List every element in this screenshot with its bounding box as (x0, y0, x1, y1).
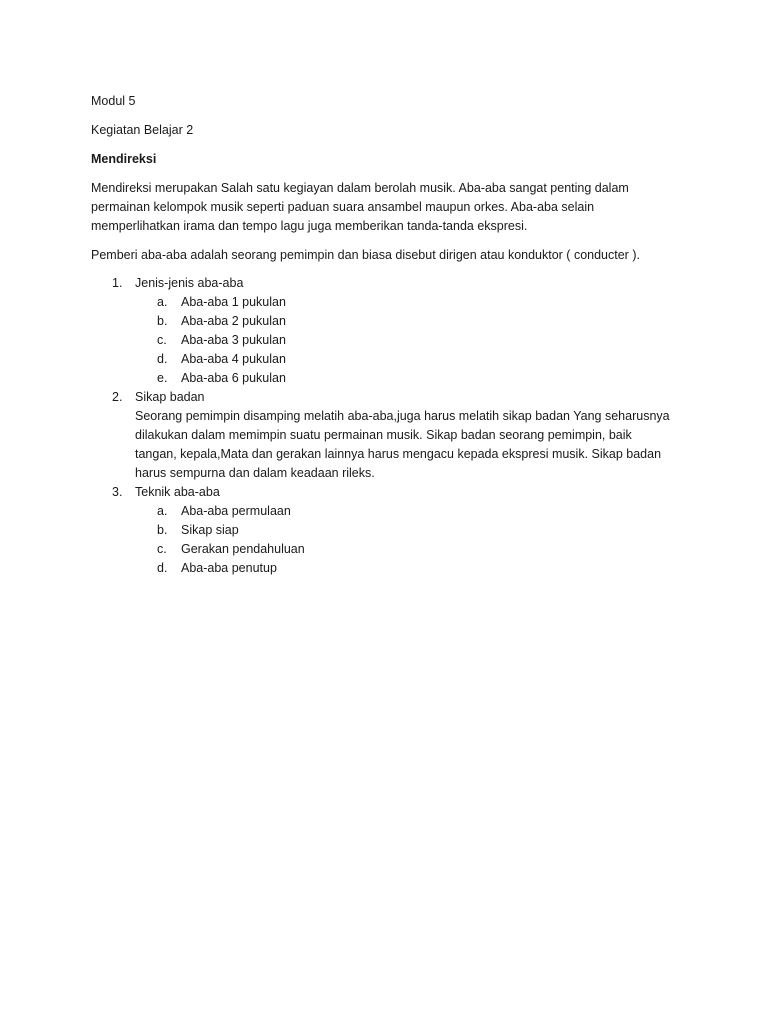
sub-list-letter: b. (157, 314, 168, 328)
list-number: 3. (112, 485, 123, 499)
sub-list-item (91, 540, 691, 559)
section-title: Mendireksi (91, 152, 157, 166)
activity-heading: Kegiatan Belajar 2 (91, 123, 194, 137)
sub-list-text: Sikap siap (181, 523, 239, 537)
list-number: 1. (112, 276, 123, 290)
numbered-list (91, 274, 691, 578)
sub-list-item (91, 521, 691, 540)
sub-list-letter: b. (157, 523, 168, 537)
list-item-technique (91, 483, 691, 578)
sub-list-text: Aba-aba 4 pukulan (181, 352, 286, 366)
intro-paragraph (91, 179, 691, 236)
sub-list-letter: a. (157, 504, 168, 518)
sub-list-item (91, 369, 691, 388)
conductor-paragraph: Pemberi aba-aba adalah seorang pemimpin dan biasa disebut dirigen atau konduktor ( conducter ). (91, 248, 640, 262)
sub-list-letter: d. (157, 561, 168, 575)
sub-list-item (91, 293, 691, 312)
sub-list-text: Aba-aba 3 pukulan (181, 333, 286, 347)
list-item-label: Teknik aba-aba (135, 485, 220, 499)
sub-list-item (91, 331, 691, 350)
sub-list-letter: d. (157, 352, 168, 366)
list-item-posture (91, 388, 691, 483)
description-line: tangan, kepala,Mata dan gerakan lainnya harus mengacu kepada ekspresi musik. Sikap badan (135, 447, 662, 461)
sub-list-letter: c. (157, 542, 167, 556)
sub-list-item (91, 502, 691, 521)
description-line: dilakukan dalam memimpin suatu permainan musik. Sikap badan seorang pemimpin, baik (135, 428, 632, 442)
description-line: Seorang pemimpin disamping melatih aba-aba,juga harus melatih sikap badan Yang seharusnya (135, 409, 670, 423)
list-number: 2. (112, 390, 123, 404)
list-item-description (135, 407, 680, 483)
sub-list-item (91, 559, 691, 578)
sub-list-text: Gerakan pendahuluan (181, 542, 305, 556)
sub-list-item (91, 312, 691, 331)
sub-list-letter: a. (157, 295, 168, 309)
sub-list-text: Aba-aba penutup (181, 561, 277, 575)
sub-list-text: Aba-aba 6 pukulan (181, 371, 286, 385)
sub-list-text: Aba-aba 2 pukulan (181, 314, 286, 328)
description-line: harus sempurna dan dalam keadaan rileks. (135, 466, 375, 480)
sub-list-letter: c. (157, 333, 167, 347)
sub-list-item (91, 350, 691, 369)
list-item-label: Jenis-jenis aba-aba (135, 276, 244, 290)
paragraph-line: Mendireksi merupakan Salah satu kegiayan dalam berolah musik. Aba-aba sangat penting dalam (91, 181, 629, 195)
sub-list (135, 502, 691, 578)
paragraph-line: memperlihatkan irama dan tempo lagu juga memberikan tanda-tanda ekspresi. (91, 219, 528, 233)
sub-list-text: Aba-aba permulaan (181, 504, 291, 518)
document-body (91, 92, 691, 578)
paragraph-line: permainan kelompok musik seperti paduan suara ansambel maupun orkes. Aba-aba selain (91, 200, 595, 214)
sub-list-letter: e. (157, 371, 168, 385)
list-item-label: Sikap badan (135, 390, 205, 404)
sub-list (135, 293, 691, 388)
sub-list-text: Aba-aba 1 pukulan (181, 295, 286, 309)
list-item-types (91, 274, 691, 388)
module-heading: Modul 5 (91, 94, 136, 108)
